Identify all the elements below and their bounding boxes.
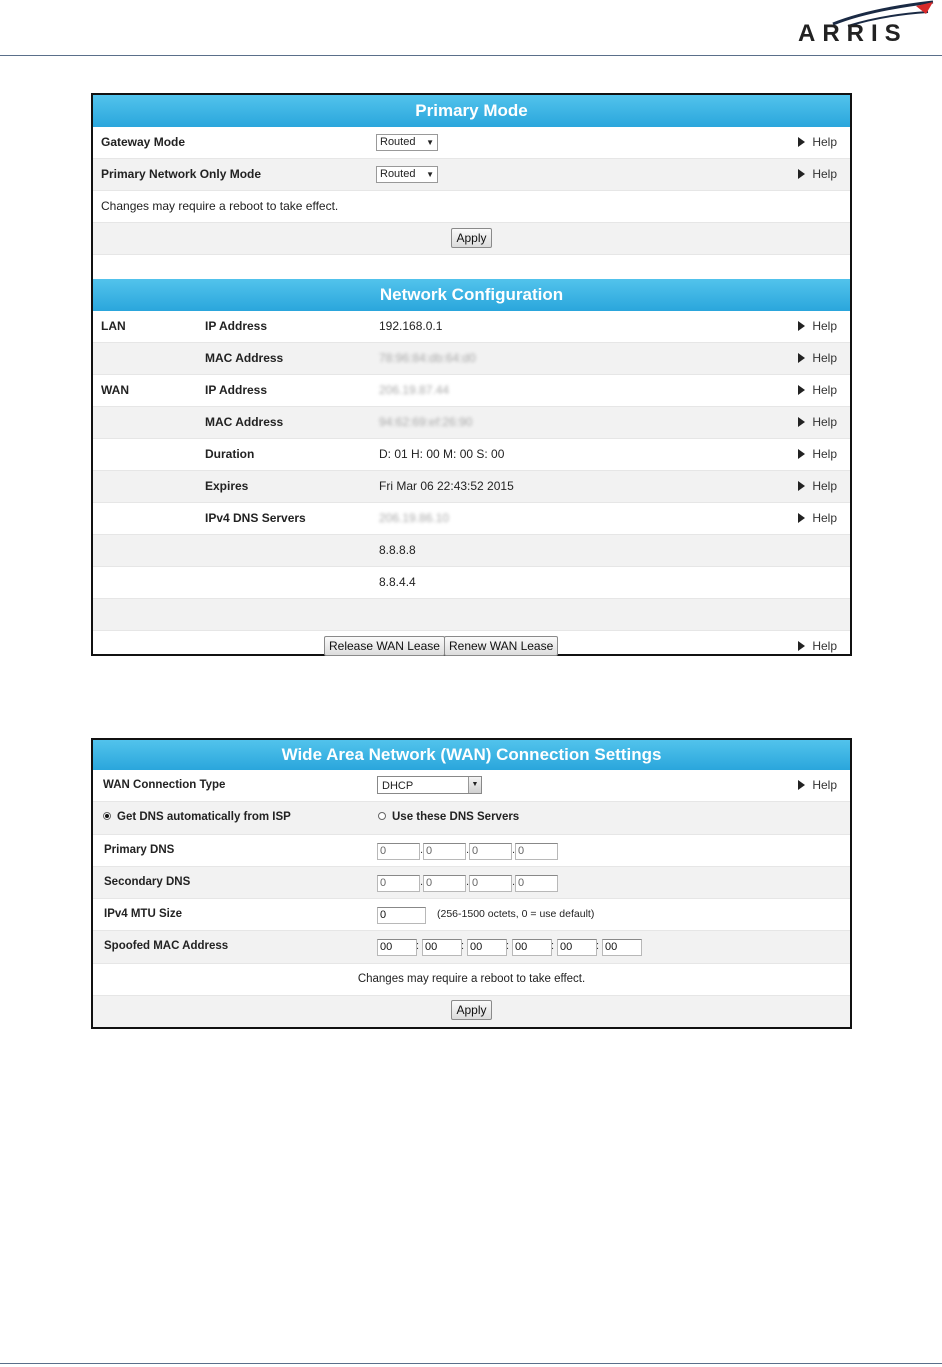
dns-auto-option[interactable] xyxy=(103,802,291,833)
triangle-right-icon xyxy=(798,385,805,395)
lan-mac-label: MAC Address xyxy=(205,351,284,365)
spoofed-mac-row: Spoofed MAC Address 00 : 00 : 00 : 00 : 00 : 00 xyxy=(93,931,850,963)
help-link[interactable]: Help xyxy=(798,439,837,470)
spoofed-mac-octet-4[interactable]: 00 xyxy=(512,939,552,956)
primary-dns-row: Primary DNS 0 . 0 . 0 . 0 xyxy=(93,835,850,867)
lan-label: LAN xyxy=(101,319,126,333)
wan-ip-row xyxy=(93,375,850,407)
dns-servers-row xyxy=(93,503,850,535)
primary-network-only-row xyxy=(93,159,850,191)
wan-apply-button[interactable]: Apply xyxy=(451,1000,491,1020)
dns-servers-label: IPv4 DNS Servers xyxy=(205,511,306,525)
spoofed-mac-label: Spoofed MAC Address xyxy=(104,940,229,953)
duration-label: Duration xyxy=(205,447,255,461)
spoofed-mac-octet-5[interactable]: 00 xyxy=(557,939,597,956)
dns-auto-label: Get DNS automatically from ISP xyxy=(117,811,291,824)
arris-logo xyxy=(798,0,938,52)
dns-manual-label: Use these DNS Servers xyxy=(392,811,520,824)
primary-network-only-value: Routed xyxy=(380,168,416,180)
primary-mode-panel xyxy=(91,93,852,656)
secondary-dns-octet-2[interactable]: 0 xyxy=(423,875,466,892)
primary-network-only-select[interactable] xyxy=(376,166,438,183)
help-link[interactable]: Help xyxy=(798,631,837,662)
duration-row xyxy=(93,439,850,471)
lan-ip-label: IP Address xyxy=(205,319,268,333)
primary-dns-octet-1[interactable]: 0 xyxy=(377,843,420,860)
triangle-right-icon xyxy=(798,417,805,427)
dns-server-3-value: 8.8.4.4 xyxy=(379,575,416,589)
spoofed-mac-octet-2[interactable]: 00 xyxy=(422,939,462,956)
network-config-title: Network Configuration xyxy=(93,279,850,311)
dns-server-2-value: 8.8.8.8 xyxy=(379,543,416,557)
dropdown-arrow-icon: ▼ xyxy=(426,138,434,147)
help-link[interactable]: Help xyxy=(798,503,837,534)
mtu-hint: (256-1500 octets, 0 = use default) xyxy=(437,908,595,921)
triangle-right-icon xyxy=(798,481,805,491)
wan-mac-value: 94:62:69:ef:26:90 xyxy=(379,415,473,429)
primary-dns-octet-4[interactable]: 0 xyxy=(515,843,558,860)
radio-selected-icon[interactable] xyxy=(103,812,111,820)
dns-server-1-value: 206.19.86.10 xyxy=(379,511,450,525)
spoofed-mac-octet-1[interactable]: 00 xyxy=(377,939,417,956)
triangle-right-icon xyxy=(798,321,805,331)
wan-connection-type-select[interactable] xyxy=(377,776,482,794)
lan-mac-value: 78:96:84:db:64:d0 xyxy=(379,351,476,365)
help-link[interactable]: Help xyxy=(798,407,837,438)
renew-wan-lease-button[interactable]: Renew WAN Lease xyxy=(444,636,558,656)
expires-label: Expires xyxy=(205,479,249,493)
wan-lease-row xyxy=(93,631,850,662)
secondary-dns-row: Secondary DNS 0 . 0 . 0 . 0 xyxy=(93,867,850,899)
gateway-mode-label: Gateway Mode xyxy=(101,135,186,149)
dns-server-2-row xyxy=(93,535,850,567)
dropdown-arrow-icon: ▼ xyxy=(468,777,481,793)
wan-apply-row xyxy=(93,996,850,1027)
wan-settings-panel xyxy=(91,738,852,1029)
release-wan-lease-button[interactable]: Release WAN Lease xyxy=(324,636,445,656)
primary-dns-octet-3[interactable]: 0 xyxy=(469,843,512,860)
brand-name: ARRIS xyxy=(798,20,908,47)
empty-row xyxy=(93,599,850,631)
triangle-right-icon xyxy=(798,169,805,179)
primary-mode-title: Primary Mode xyxy=(93,95,850,127)
reboot-note-row xyxy=(93,191,850,223)
primary-dns-label: Primary DNS xyxy=(104,843,175,856)
mtu-label: IPv4 MTU Size xyxy=(104,908,182,921)
gateway-mode-select[interactable] xyxy=(376,134,438,151)
radio-unselected-icon[interactable] xyxy=(378,812,386,820)
footer-divider xyxy=(0,1363,942,1364)
wan-ip-value: 206.19.87.44 xyxy=(379,383,450,397)
section-spacer xyxy=(93,255,850,279)
help-link[interactable]: Help xyxy=(798,471,837,502)
wan-connection-type-label: WAN Connection Type xyxy=(103,779,226,791)
apply-row xyxy=(93,223,850,255)
triangle-right-icon xyxy=(798,449,805,459)
wan-connection-type-row xyxy=(93,770,850,802)
wan-reboot-note-row xyxy=(93,964,850,996)
primary-dns-octet-2[interactable]: 0 xyxy=(423,843,466,860)
help-link[interactable]: Help xyxy=(798,343,837,374)
dns-server-3-row xyxy=(93,567,850,599)
triangle-right-icon xyxy=(798,137,805,147)
reboot-note: Changes may require a reboot to take effect. xyxy=(101,199,339,213)
secondary-dns-octet-1[interactable]: 0 xyxy=(377,875,420,892)
help-link[interactable]: Help xyxy=(798,770,837,801)
help-link[interactable]: Help xyxy=(798,375,837,406)
wan-reboot-note: Changes may require a reboot to take effect. xyxy=(357,972,586,985)
triangle-right-icon xyxy=(798,353,805,363)
duration-value: D: 01 H: 00 M: 00 S: 00 xyxy=(379,447,505,461)
mtu-row xyxy=(93,899,850,931)
apply-button[interactable]: Apply xyxy=(451,228,491,248)
triangle-right-icon xyxy=(798,513,805,523)
dns-mode-row xyxy=(93,802,850,834)
header-divider xyxy=(0,55,942,56)
spoofed-mac-octet-6[interactable]: 00 xyxy=(602,939,642,956)
primary-network-only-label: Primary Network Only Mode xyxy=(101,167,262,181)
wan-connection-type-value: DHCP xyxy=(382,780,414,792)
help-link[interactable]: Help xyxy=(798,311,837,342)
mtu-input[interactable]: 0 xyxy=(377,907,426,924)
gateway-mode-value: Routed xyxy=(380,136,416,148)
triangle-right-icon xyxy=(798,641,805,651)
gateway-mode-row xyxy=(93,127,850,159)
wan-settings-title: Wide Area Network (WAN) Connection Settings xyxy=(93,740,850,770)
help-link[interactable]: Help xyxy=(798,159,837,190)
lan-mac-row xyxy=(93,343,850,375)
expires-value: Fri Mar 06 22:43:52 2015 xyxy=(379,479,514,493)
secondary-dns-label: Secondary DNS xyxy=(104,875,191,888)
help-link[interactable]: Help xyxy=(798,127,837,158)
secondary-dns-octet-3[interactable]: 0 xyxy=(469,875,512,892)
dropdown-arrow-icon: ▼ xyxy=(426,170,434,179)
wan-label: WAN xyxy=(101,383,129,397)
dns-manual-option[interactable] xyxy=(378,802,519,833)
expires-row xyxy=(93,471,850,503)
lan-ip-value: 192.168.0.1 xyxy=(379,319,443,333)
spoofed-mac-octet-3[interactable]: 00 xyxy=(467,939,507,956)
wan-mac-label: MAC Address xyxy=(205,415,284,429)
triangle-right-icon xyxy=(798,780,805,790)
wan-ip-label: IP Address xyxy=(205,383,268,397)
lan-ip-row xyxy=(93,311,850,343)
secondary-dns-octet-4[interactable]: 0 xyxy=(515,875,558,892)
wan-mac-row xyxy=(93,407,850,439)
